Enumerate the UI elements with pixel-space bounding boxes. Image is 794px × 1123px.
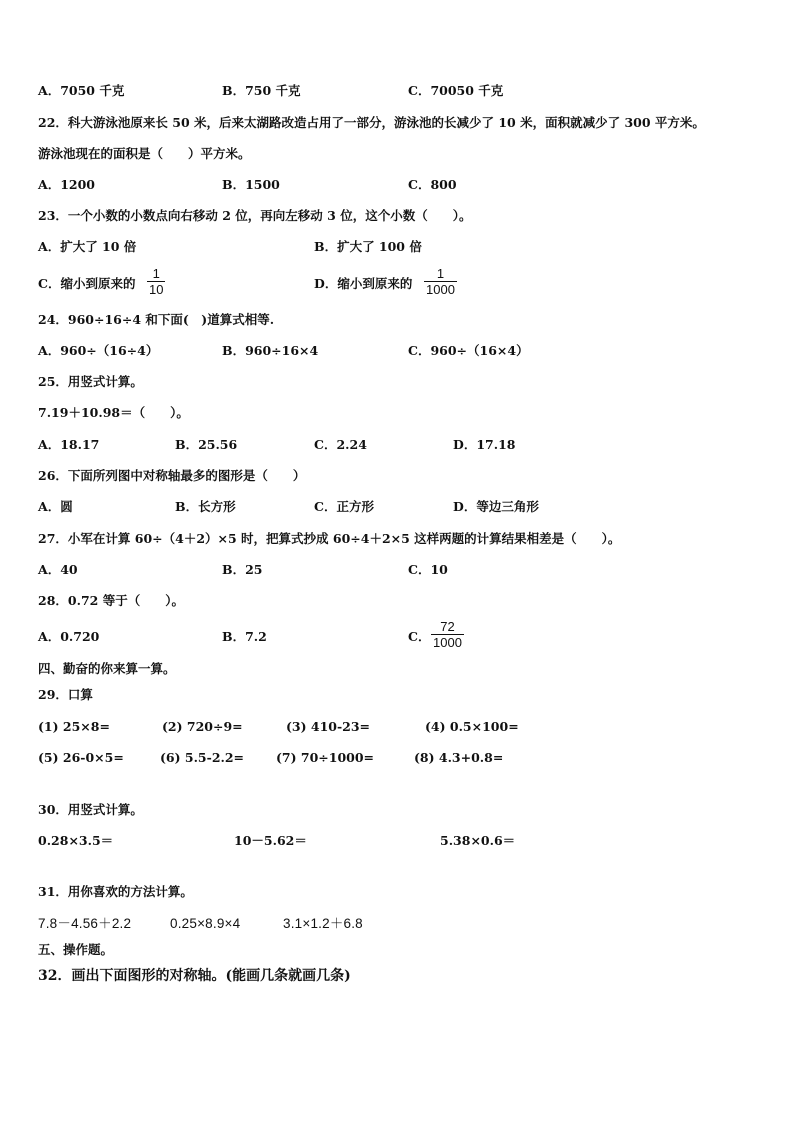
q25-stem: 25．用竖式计算。 (38, 374, 143, 389)
q26-option-d: D．等边三角形 (453, 499, 539, 514)
q29-item-8: (8) 4.3+0.8= (414, 750, 504, 765)
q22-option-c: C．800 (408, 177, 457, 192)
fraction-numerator: 1 (436, 266, 445, 281)
section-5-heading: 五、操作题。 (38, 942, 114, 957)
q24-option-c: C．960÷（16×4） (408, 343, 529, 358)
q30-stem: 30．用竖式计算。 (38, 802, 143, 817)
q23-option-c: C．缩小到原来的 (38, 276, 136, 291)
q21-option-a: A．7050 千克 (38, 83, 125, 98)
q25-expression: 7.19＋10.98＝（ ）。 (38, 405, 189, 420)
q23-option-c-fraction (147, 266, 165, 297)
fraction-denominator: 1000 (433, 635, 462, 650)
q26-option-b: B．长方形 (175, 499, 236, 514)
q21-option-c: C．70050 千克 (408, 83, 504, 98)
q26-option-c: C．正方形 (314, 499, 374, 514)
fraction-numerator: 1 (152, 266, 160, 281)
q25-option-b: B．25.56 (175, 437, 238, 452)
q29-stem: 29．口算 (38, 687, 93, 702)
q23-stem: 23．一个小数的小数点向右移动 2 位，再向左移动 3 位，这个小数（ ）。 (38, 208, 472, 223)
q29-item-2: (2) 720÷9= (162, 719, 243, 734)
q23-option-d: D．缩小到原来的 (314, 276, 413, 291)
q29-item-1: (1) 25×8= (38, 719, 110, 734)
q31-expression-3: 3.1×1.2＋6.8 (283, 916, 363, 931)
q31-expression-1: 7.8－4.56＋2.2 (38, 916, 132, 931)
section-4-heading: 四、勤奋的你来算一算。 (38, 661, 176, 676)
q27-option-c: C．10 (408, 562, 448, 577)
fraction-denominator: 1000 (426, 282, 455, 297)
q25-option-a: A．18.17 (38, 437, 100, 452)
q25-option-d: D．17.18 (453, 437, 516, 452)
q24-option-a: A．960÷（16÷4） (38, 343, 159, 358)
q28-option-c: C． (408, 629, 431, 644)
q24-option-b: B．960÷16×4 (222, 343, 319, 358)
q28-option-c-fraction (431, 619, 464, 650)
q23-option-a: A．扩大了 10 倍 (38, 239, 137, 254)
q29-item-6: (6) 5.5-2.2= (160, 750, 245, 765)
q28-option-a: A．0.720 (38, 629, 100, 644)
fraction-denominator: 10 (149, 282, 164, 297)
q26-stem: 26．下面所列图中对称轴最多的图形是（ ） (38, 468, 306, 483)
q28-option-b: B．7.2 (222, 629, 267, 644)
q24-stem: 24．960÷16÷4 和下面( )道算式相等. (38, 312, 275, 327)
q29-item-5: (5) 26-0×5= (38, 750, 124, 765)
q29-item-3: (3) 410-23= (286, 719, 371, 734)
q22-stem-line1: 22．科大游泳池原来长 50 米，后来太湖路改造占用了一部分，游泳池的长减少了 10 米，面积就减少了 300 平方米。 (38, 115, 705, 130)
q23-option-b: B．扩大了 100 倍 (314, 239, 422, 254)
q23-option-d-fraction (424, 266, 457, 297)
q27-option-a: A．40 (38, 562, 78, 577)
q31-stem: 31．用你喜欢的方法计算。 (38, 884, 193, 899)
q32-stem: 32．画出下面图形的对称轴。(能画几条就画几条) (38, 968, 351, 984)
q22-option-a: A．1200 (38, 177, 95, 192)
q30-expression-3: 5.38×0.6＝ (440, 833, 516, 848)
q29-item-4: (4) 0.5×100= (425, 719, 519, 734)
q27-stem: 27．小军在计算 60÷（4＋2）×5 时，把算式抄成 60÷4＋2×5 这样两题的计算结果相差是（ ）。 (38, 531, 621, 546)
q25-option-c: C．2.24 (314, 437, 367, 452)
q29-item-7: (7) 70÷1000= (276, 750, 375, 765)
q22-stem-line2: 游泳池现在的面积是（ ）平方米。 (38, 146, 251, 161)
q31-expression-2: 0.25×8.9×4 (170, 916, 241, 931)
q22-option-b: B．1500 (222, 177, 280, 192)
q30-expression-1: 0.28×3.5＝ (38, 833, 114, 848)
q27-option-b: B．25 (222, 562, 263, 577)
fraction-numerator: 72 (440, 619, 455, 634)
q30-expression-2: 10－5.62＝ (234, 833, 307, 848)
q21-option-b: B．750 千克 (222, 83, 301, 98)
q28-stem: 28．0.72 等于（ ）。 (38, 593, 184, 608)
q26-option-a: A．圆 (38, 499, 73, 514)
